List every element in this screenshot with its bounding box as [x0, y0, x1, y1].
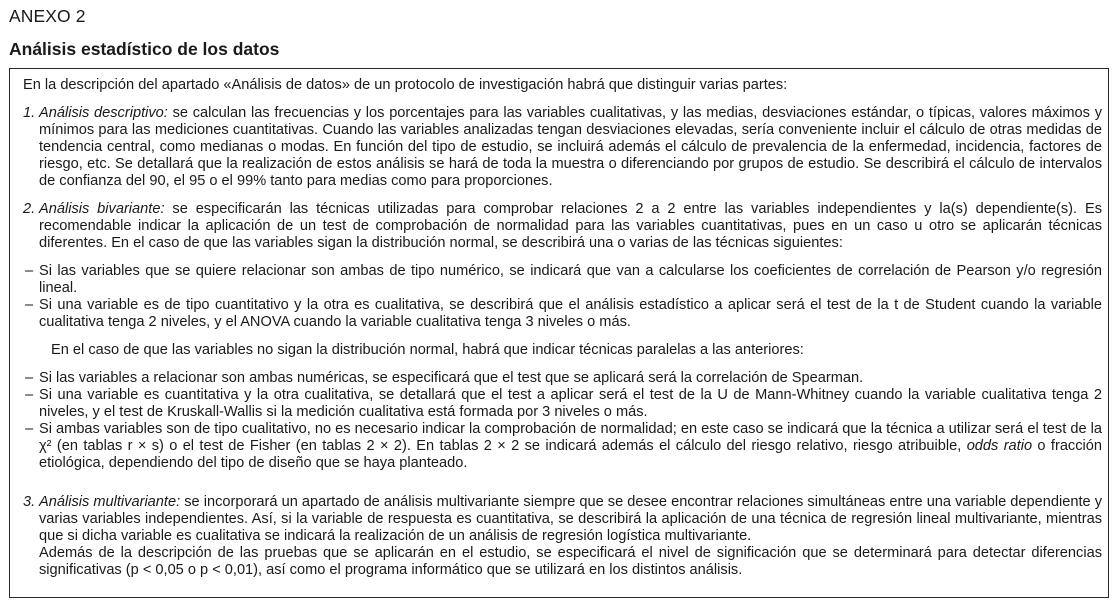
- list-item-text: Si una variable es cuantitativa y la otra cualitativa, se detallará que el test a aplicar será el test de la U de Mann-Whitney cuando la variable cualitativa tenga 2 niveles, y el test de Kruskall-Wallis si la medición cualitativa está formada por 3 niveles o más.: [39, 387, 1102, 420]
- dash-marker: –: [25, 297, 34, 313]
- list-item-text: Si una variable es de tipo cuantitativo y la otra es cualitativa, se describirá que el análisis estadístico a aplicar será el test de la t de Student cuando la variable cualitativa tenga 2 niveles, y el ANOVA cuando la variable cualitativa tenga 3 niveles o más.: [39, 297, 1102, 330]
- item-term: Análisis bivariante:: [39, 201, 165, 217]
- item-term: Análisis descriptivo:: [39, 105, 168, 121]
- item-multivariate: [23, 494, 1102, 579]
- dash-marker: –: [25, 370, 34, 386]
- item-descriptive: [23, 105, 1102, 190]
- intro-paragraph: En la descripción del apartado «Análisis de datos» de un protocolo de investigación habrá que distinguir varias partes:: [23, 77, 788, 93]
- item-number: 3.: [23, 494, 36, 510]
- list-item-text: Si las variables a relacionar son ambas numéricas, se especificará que el test que se aplicará será la correlación de Spearman.: [39, 370, 864, 386]
- list-item-text-part: Si ambas variables son de tipo cualitativo, no es necesario indicar la comprobación de normalidad; en este caso se indicará que la técnica a utilizar será el test de la χ² (en tablas r × s) o el test de Fisher (en tablas 2 × 2). En tablas 2 × 2 se indicará además el cálculo del riesgo relativo, riesgo atribuible,: [39, 421, 1102, 454]
- content-box: [9, 68, 1109, 598]
- list-item: [25, 387, 1102, 421]
- list-item-text: Si las variables que se quiere relacionar son ambas de tipo numérico, se indicará que van a calcularse los coeficientes de correlación de Pearson y/o regresión lineal.: [39, 263, 1102, 296]
- item-number: 1.: [23, 105, 36, 121]
- item-bivariate: [23, 201, 1102, 483]
- list-item: [25, 370, 1102, 387]
- item-text: se especificarán las técnicas utilizadas para comprobar relaciones 2 a 2 entre las variables independientes y la(s) dependiente(s). Es recomendable indicar la aplicación de un test de comprobación de normalidad para las variables cuantitativas, pues en un caso u otro se aplicarán técnicas diferentes. En el caso de que las variables sigan la distribución normal, se describirá una o varias de las técnicas siguientes:: [39, 201, 1102, 251]
- nonnormal-techniques-list: [25, 370, 1102, 472]
- closing-paragraph: Además de la descripción de las pruebas que se aplicarán en el estudio, se especificará el nivel de significación que se determinará para detectar diferencias significativas (p < 0,05 o p < 0,01), así como el programa informático que se utilizará en los distintos análisis.: [39, 545, 1102, 578]
- dash-marker: –: [25, 421, 34, 437]
- nonnormal-intro: En el caso de que las variables no sigan la distribución normal, habrá que indicar técnicas paralelas a las anteriores:: [51, 342, 804, 358]
- normal-techniques-list: [25, 263, 1102, 331]
- list-item: [25, 297, 1102, 331]
- item-term: Análisis multivariante:: [39, 494, 181, 510]
- annex-label: ANEXO 2: [9, 6, 86, 26]
- item-text: se incorporará un apartado de análisis multivariante siempre que se desee encontrar relaciones simultáneas entre una variable dependiente y varias variables independientes. Así, si la variable de respuesta es cuantitativa, se describirá la aplicación de una técnica de regresión lineal multivariante, mientras que si dicha variable es cualitativa se indicará la realización de un análisis de regresión logística multivariante.: [39, 494, 1102, 544]
- item-text: se calculan las frecuencias y los porcentajes para las variables cualitativas, y las medias, desviaciones estándar, o típicas, valores máximos y mínimos para las mediciones cuantitativas. Cuando las variables analizadas tengan desviaciones elevadas, sería conveniente incluir el cálculo de otras medidas de tendencia central, como medianas o modas. En función del tipo de estudio, se incluirá además el cálculo de prevalencia de la enfermedad, incidencia, factores de riesgo, etc. Se detallará que la realización de estos análisis se hará de toda la muestra o diferenciando por grupos de estudio. Se describirá el cálculo de intervalos de confianza del 90, el 95 o el 99% tanto para medias como para proporciones.: [39, 105, 1103, 189]
- list-item: [25, 421, 1102, 472]
- item-paragraph: [39, 105, 1102, 190]
- dash-marker: –: [25, 387, 34, 403]
- list-item-text-part: o fracción etiológica, dependiendo del tipo de diseño que se haya planteado.: [39, 438, 1103, 471]
- odds-ratio-term: odds ratio: [966, 438, 1033, 454]
- dash-marker: –: [25, 263, 34, 279]
- item-paragraph: [39, 494, 1102, 545]
- section-title: Análisis estadístico de los datos: [9, 39, 280, 59]
- list-item-text: [39, 421, 1102, 472]
- item-number: 2.: [23, 201, 36, 217]
- list-item: [25, 263, 1102, 297]
- item-paragraph: [39, 201, 1102, 252]
